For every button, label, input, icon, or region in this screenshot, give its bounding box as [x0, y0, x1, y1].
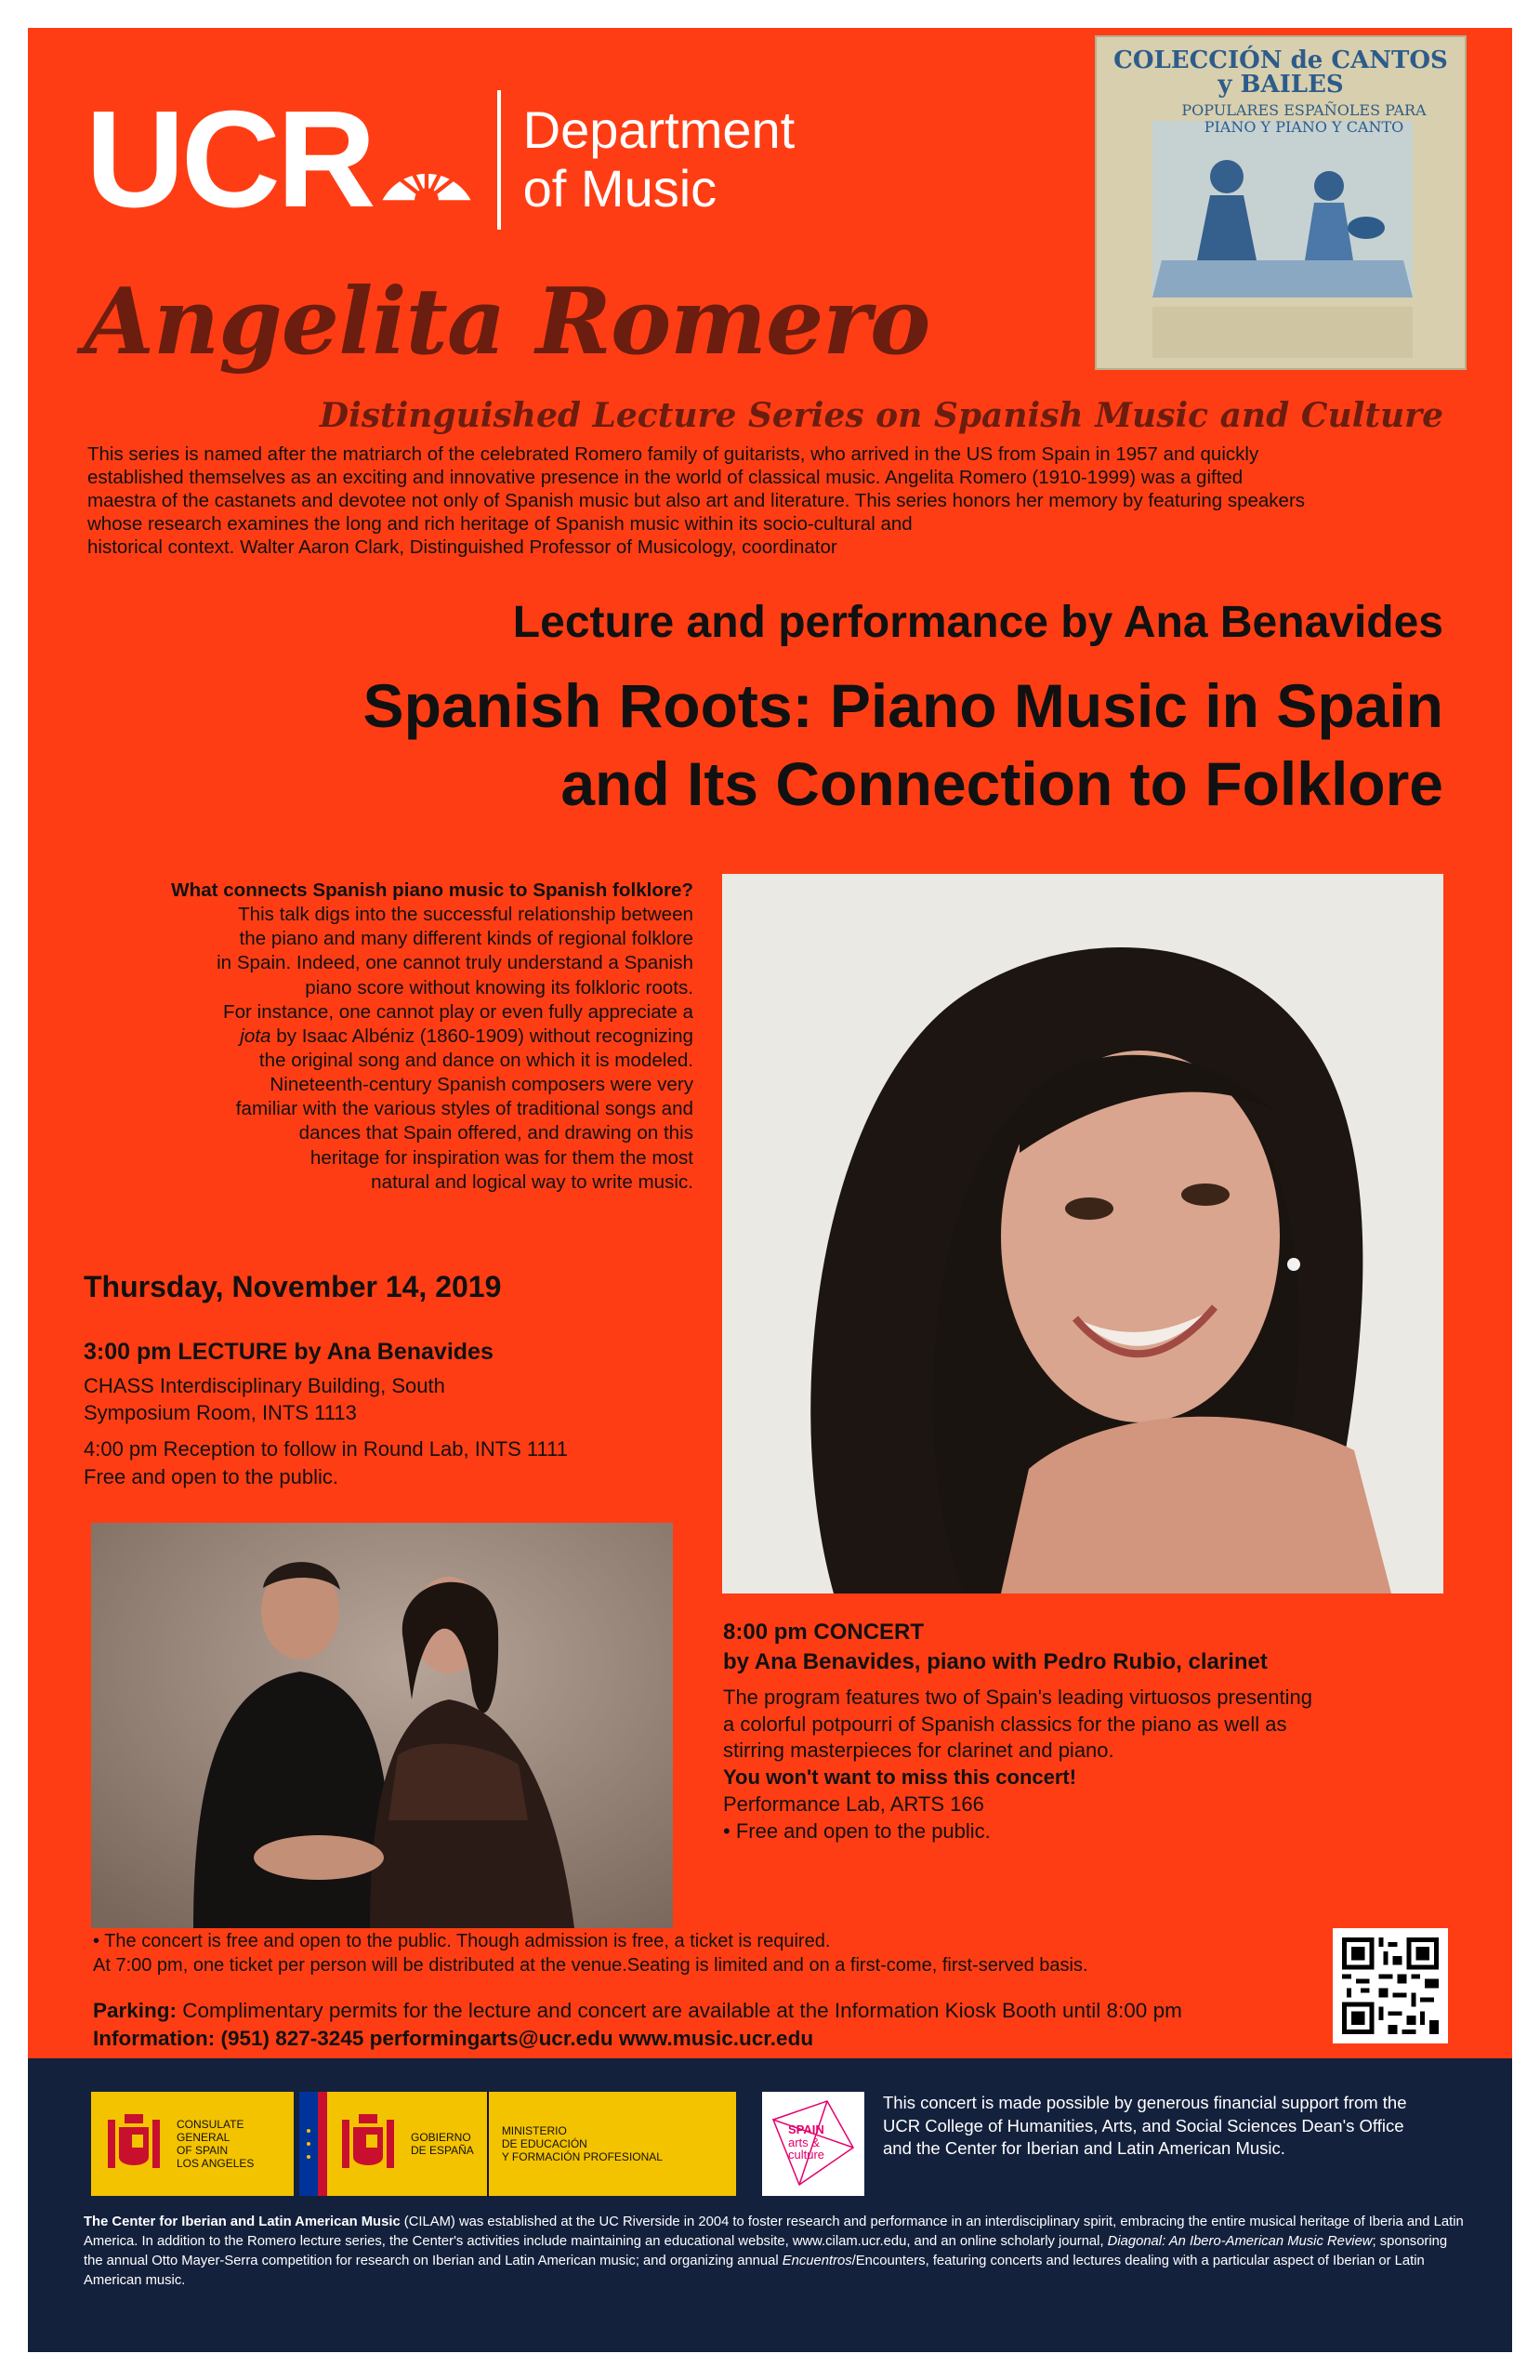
concert-heading: [723, 1618, 1467, 1677]
parking-info: [93, 1997, 1394, 2025]
qr-code[interactable]: [1333, 1928, 1448, 2043]
abstract-line: dances that Spain offered, and drawing on this: [298, 1122, 693, 1144]
abstract-line: heritage for inspiration was for them the most: [309, 1146, 693, 1169]
event-date: Thursday, November 14, 2019: [84, 1270, 502, 1303]
lecture-venue-line: Symposium Room, INTS 1113: [84, 1400, 357, 1424]
ticket-notice-line: At 7:00 pm, one ticket per person will be distributed at the venue.Seating is limited and on a first-come, first-served basis.: [93, 1954, 1088, 1976]
ucr-department-logo: [86, 83, 796, 236]
cilam-text: ; sponsoring the annual Otto Mayer-Serra competition for research on Iberian and Latin American music; and organizing annual: [84, 2234, 1448, 2268]
consulate-line: OF SPAIN: [177, 2144, 229, 2157]
department-name: [523, 101, 796, 218]
vintage-cover-subtitle: POPULARES ESPAÑOLES PARA PIANO Y PIANO Y CANTO: [1181, 101, 1427, 137]
spain-flag-strip: [318, 2092, 327, 2196]
concert-free-note: • Free and open to the public.: [723, 1818, 991, 1843]
spanish-coat-of-arms-icon: [338, 2107, 398, 2181]
event-poster: [28, 28, 1512, 2352]
abstract-line: natural and logical way to write music.: [371, 1170, 693, 1193]
series-title: Angelita Romero: [84, 269, 930, 376]
lecture-abstract: [84, 879, 693, 1195]
consulate-line: LOS ANGELES: [177, 2157, 255, 2171]
intro-line: established themselves as an exciting and innovative presence in the world of classical music. Angelita Romero (1910-1999) was a gifted: [87, 467, 1244, 488]
ministerio-label: [502, 2124, 663, 2163]
spain-arts-line: culture: [788, 2148, 825, 2162]
support-line: and the Center for Iberian and Latin American Music.: [883, 2138, 1285, 2159]
encuentros-term: Encuentros: [782, 2254, 852, 2268]
consulate-logo: [91, 2092, 294, 2196]
intro-line: maestra of the castanets and devotee not only of Spanish music but also art and literature. This series honors her memory by featuring speakers: [87, 490, 1306, 511]
journal-title: Diagonal: An Ibero-American Music Review: [1107, 2234, 1373, 2249]
consulate-label: [177, 2118, 254, 2171]
consulate-line: GENERAL: [177, 2130, 230, 2144]
abstract-line: the piano and many different kinds of regional folklore: [239, 928, 693, 950]
jota-term: jota: [240, 1025, 271, 1047]
abstract-line: familiar with the various styles of traditional songs and: [235, 1098, 693, 1120]
lecture-venue-line: CHASS Interdisciplinary Building, South: [84, 1373, 445, 1397]
spanish-coat-of-arms-icon: [104, 2107, 164, 2181]
ticket-notice-line: • The concert is free and open to the public. Though admission is free, a ticket is required.: [93, 1931, 831, 1951]
department-line-1: Department: [522, 100, 796, 160]
information-line: [93, 2025, 1394, 2053]
cilam-name: The Center for Iberian and Latin American Music: [84, 2215, 401, 2229]
intro-line: This series is named after the matriarch of the celebrated Romero family of guitarists, who arrived in the US from Spain in 1957 and quickly: [87, 443, 1259, 465]
ministerio-line: DE EDUCACIÓN: [501, 2136, 587, 2150]
ucr-wordmark: UC R: [86, 91, 477, 229]
concert-description-line: stirring masterpieces for clarinet and piano.: [723, 1739, 1114, 1763]
concert-details: [723, 1618, 1467, 1845]
spain-arts-culture-logo: [762, 2092, 864, 2196]
parking-label: Parking:: [93, 1999, 178, 2022]
abstract-line: This talk digs into the successful relationship between: [238, 904, 693, 926]
sunburst-icon: [376, 99, 477, 220]
vintage-score-cover: [1095, 35, 1467, 370]
concert-heading-line-2: by Ana Benavides, piano with Pedro Rubio, clarinet: [723, 1648, 1268, 1674]
intro-line: historical context. Walter Aaron Clark, Distinguished Professor of Musicology, coordinator: [87, 536, 837, 558]
lecture-title-line-1: Spanish Roots: Piano Music in Spain: [362, 671, 1443, 740]
abstract-line-text: by Isaac Albéniz (1860-1909) without recognizing: [270, 1025, 693, 1047]
concert-description-line: The program features two of Spain's leading virtuosos presenting: [723, 1685, 1312, 1709]
lecture-title: [28, 668, 1443, 824]
abstract-line: For instance, one cannot play or even fully appreciate a: [223, 1000, 693, 1023]
vintage-cover-title: COLECCIÓN de CANTOS y BAILES: [1113, 46, 1448, 99]
lecture-title-line-2: and Its Connection to Folklore: [560, 748, 1443, 818]
gobierno-line: GOBIERNO: [411, 2130, 471, 2144]
eu-flag-strip: [299, 2092, 318, 2196]
logo-divider: [497, 90, 501, 230]
lecture-details: [84, 1337, 568, 1490]
cilam-text: /Encounters, featuring concerts and lectures dealing with a particular aspect of Iberian or Latin American music.: [84, 2254, 1425, 2288]
gobierno-ministerio-logo: [299, 2092, 736, 2196]
portrait-photo-ana-benavides: [722, 874, 1443, 1593]
spain-arts-line: arts &: [788, 2135, 820, 2149]
abstract-line: in Spain. Indeed, one cannot truly understand a Spanish: [217, 952, 693, 974]
lecture-kicker: Lecture and performance by Ana Benavides: [512, 598, 1443, 647]
series-introduction: [87, 443, 1454, 559]
portrait-illustration: [722, 874, 1443, 1593]
spain-arts-line: SPAIN: [788, 2122, 824, 2136]
consulate-line: CONSULATE: [177, 2117, 244, 2131]
abstract-line: piano score without knowing its folkloric roots.: [305, 976, 693, 998]
cilam-description: [84, 2213, 1468, 2291]
sponsor-footer: [28, 2058, 1512, 2352]
abstract-line: the original song and dance on which it is modeled.: [258, 1049, 693, 1071]
parking-text: Complimentary permits for the lecture and concert are available at the Information Kiosk Booth until 8:00 pm: [177, 1999, 1182, 2022]
concert-description-line: a colorful potpourri of Spanish classics for the piano as well as: [723, 1712, 1287, 1736]
lecture-heading: 3:00 pm LECTURE by Ana Benavides: [84, 1339, 494, 1365]
qr-code-icon: [1333, 1928, 1448, 2043]
abstract-line: Nineteenth-century Spanish composers were very: [270, 1074, 693, 1096]
duo-photo-benavides-rubio: [91, 1523, 673, 1928]
gobierno-line: DE ESPAÑA: [411, 2144, 474, 2157]
contact-info: [93, 1997, 1394, 2052]
spain-arts-label: [788, 2123, 824, 2162]
abstract-line: [84, 1025, 693, 1049]
series-subtitle: Distinguished Lecture Series on Spanish Music and Culture: [319, 396, 1443, 435]
gobierno-label: [411, 2131, 474, 2157]
cilam-text: (CILAM) was established at the UC Riverside in 2004 to foster research and performance in an interdisciplinary spirit, embracing the entire musical heritage of Iberia and Latin America. In addition to the Romero lecture series, the Center's activities include maintaining an educational website, www.cilam.ucr.edu, and an online scholarly journal,: [84, 2215, 1464, 2249]
support-line: This concert is made possible by generous financial support from the: [883, 2093, 1407, 2112]
ticket-notice: [93, 1930, 1301, 1977]
department-line-2: of Music: [522, 159, 717, 218]
ministerio-line: Y FORMACIÓN PROFESIONAL: [501, 2150, 663, 2164]
ministerio-line: MINISTERIO: [501, 2123, 567, 2137]
concert-heading-line-1: 8:00 pm CONCERT: [723, 1620, 925, 1645]
concert-venue: Performance Lab, ARTS 166: [723, 1792, 984, 1817]
concert-callout: You won't want to miss this concert!: [723, 1765, 1077, 1790]
eu-stars-icon: [304, 2125, 313, 2162]
reception-line: 4:00 pm Reception to follow in Round Lab, INTS 1111: [84, 1437, 568, 1461]
support-acknowledgement: [883, 2092, 1478, 2161]
abstract-lead: What connects Spanish piano music to Spanish folklore?: [171, 879, 693, 901]
information-text: Information: (951) 827-3245 performingarts@ucr.edu www.music.ucr.edu: [93, 2026, 814, 2050]
support-line: UCR College of Humanities, Arts, and Social Sciences Dean's Office: [883, 2115, 1404, 2135]
reception-line: Free and open to the public.: [84, 1464, 338, 1488]
intro-line: whose research examines the long and rich heritage of Spanish music within its socio-cultural and: [87, 513, 913, 535]
duo-illustration: [91, 1523, 673, 1928]
logo-separator: [487, 2092, 489, 2196]
